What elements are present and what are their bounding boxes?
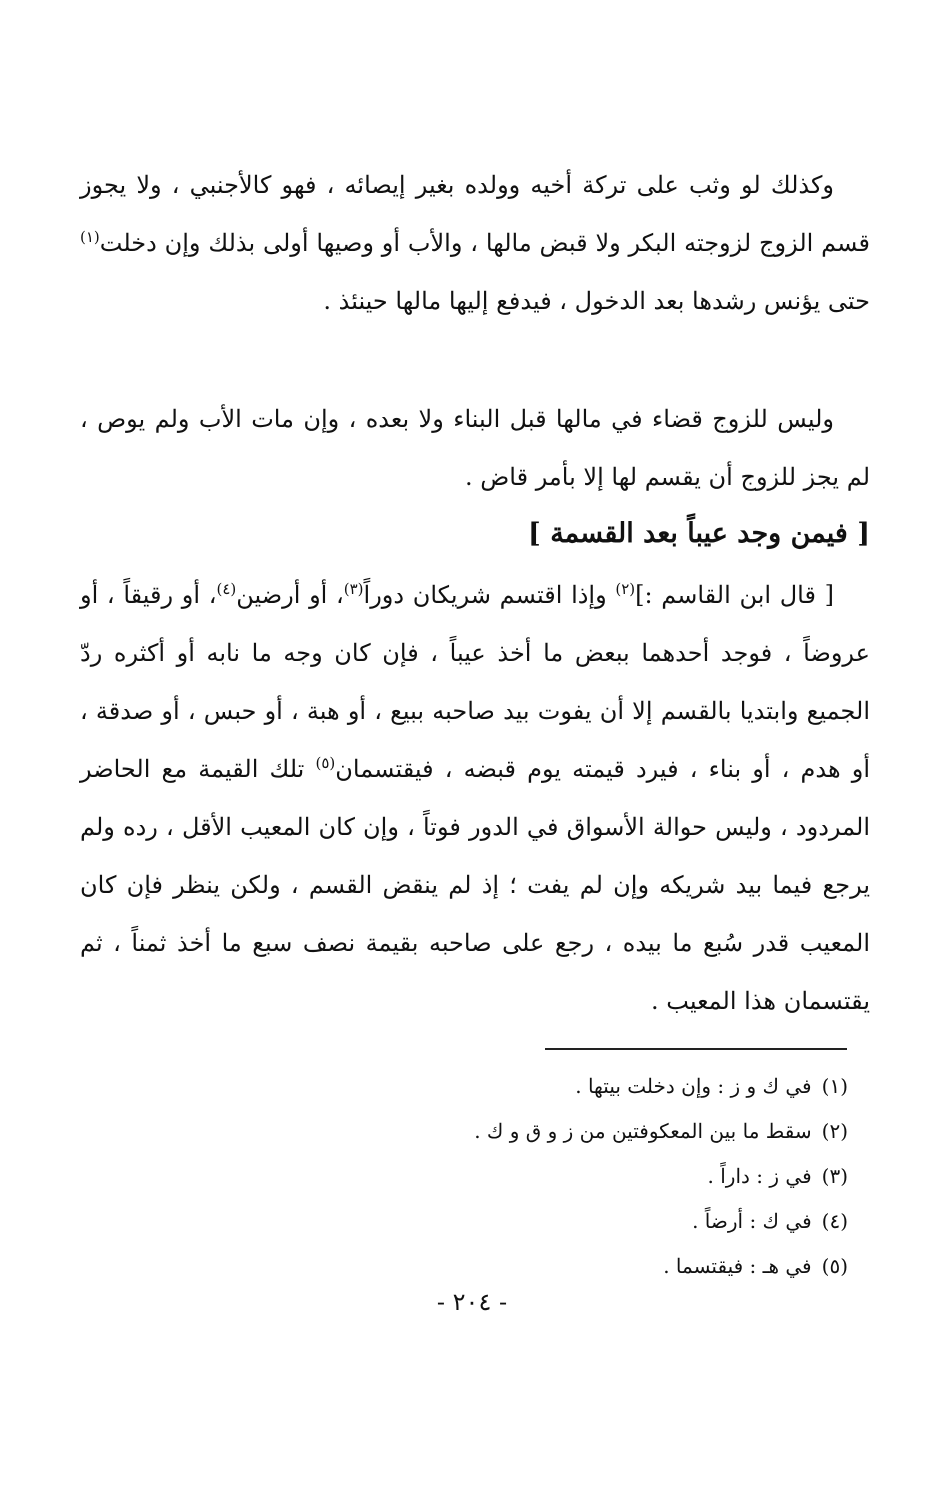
footnote-ref-4: (٤) (216, 580, 237, 598)
paragraph-1-text-a: وكذلك لو وثب على تركة أخيه وولده بغير إيصائه ، فهو كالأجنبي ، ولا يجوز قسم الزوج لزوجته البكر ولا قبض مالها ، والأب أو وصيها أولى بذلك وإن دخلت (80, 171, 870, 257)
section-heading: [ فيمن وجد عيباً بعد القسمة ] (528, 518, 870, 549)
paragraph-2 (80, 390, 870, 506)
paragraph-1-text-b: حتى يؤنس رشدها بعد الدخول ، فيدفع إليها مالها حينئذ . (323, 287, 870, 315)
footnote-number: (٥) (821, 1254, 848, 1278)
footnote-text: في ز : داراً . (707, 1164, 812, 1188)
paragraph-1 (80, 156, 870, 330)
footnote-text: في ك و ز : وإن دخلت بيتها . (575, 1074, 812, 1098)
footnote-number: (١) (821, 1074, 848, 1098)
footnote-ref-1: (١) (80, 228, 100, 246)
page-number: - ٢٠٤ - (436, 1288, 508, 1316)
paragraph-3-segment-2: وإذا اقتسم شريكان دوراً (363, 581, 616, 609)
footnote-text: في ك : أرضاً . (692, 1209, 812, 1233)
footnote-item (248, 1199, 848, 1244)
footnote-ref-3: (٣) (343, 580, 364, 598)
paragraph-3-segment-3: ، أو أرضين (236, 581, 344, 609)
paragraph-3-segment-5: تلك القيمة مع الحاضر المردود ، وليس حوالة الأسواق في الدور فوتاً ، وإن كان المعيب الأقل ، رده ولم يرجع فيما بيد شريكه وإن لم يفت ؛ إذ لم ينقض القسم ، ولكن ينظر فإن كان المعيب قدر سُبع ما بيده ، رجع على صاحبه بقيمة نصف سبع ما أخذ ثمناً ، ثم يقتسمان هذا المعيب . (80, 755, 870, 1015)
footnote-number: (٣) (821, 1164, 848, 1188)
paragraph-3 (80, 566, 870, 1030)
paragraph-3-segment-4: ، أو رقيقاً ، أو عروضاً ، فوجد أحدهما ببعض ما أخذ عيباً ، فإن كان وجه ما نابه أو أكثره ردّ الجميع وابتديا بالقسم إلا أن يفوت بيد صاحبه ببيع ، أو هبة ، أو حبس ، أو صدقة ، أو هدم ، أو بناء ، فيرد قيمته يوم قبضه ، فيقتسمان (80, 581, 870, 783)
footnote-text: سقط ما بين المعكوفتين من ز و ق و ك . (474, 1119, 812, 1143)
footnote-number: (٤) (821, 1209, 848, 1233)
footnote-ref-2: (٢) (615, 580, 636, 598)
footnote-item (248, 1064, 848, 1109)
footnote-text: في هـ : فيقتسما . (663, 1254, 812, 1278)
paragraph-2-text: وليس للزوج قضاء في مالها قبل البناء ولا بعده ، وإن مات الأب ولم يوص ، لم يجز للزوج أن يقسم لها إلا بأمر قاض . (80, 405, 870, 491)
footnote-item (248, 1154, 848, 1199)
footnote-item (248, 1109, 848, 1154)
footnote-ref-5: (٥) (315, 754, 336, 772)
paragraph-3-segment-1: [ قال ابن القاسم :] (635, 581, 834, 609)
footnote-number: (٢) (821, 1119, 848, 1143)
footnote-separator (545, 1048, 847, 1050)
footnotes-list (248, 1064, 848, 1289)
